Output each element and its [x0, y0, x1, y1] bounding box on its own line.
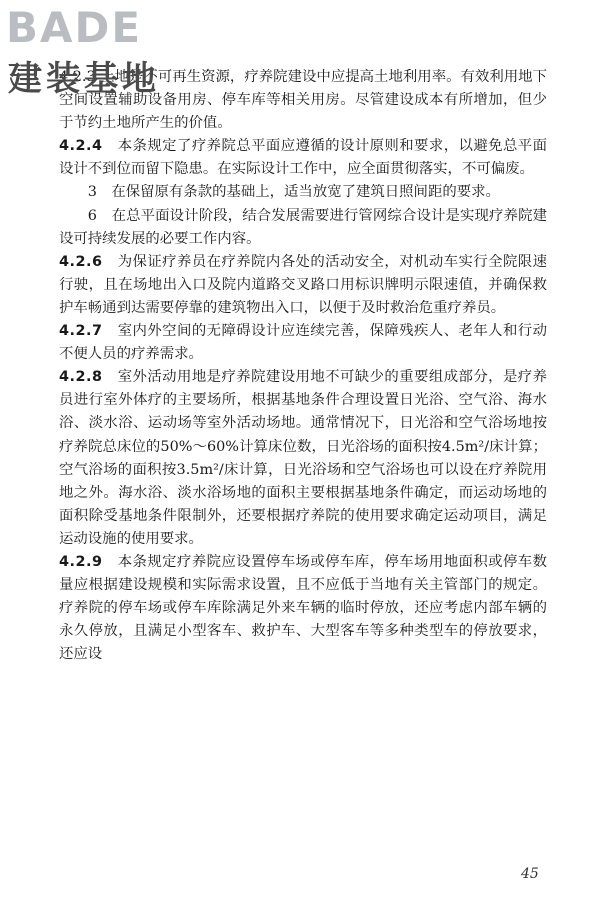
- paragraph-text: 室内外空间的无障碍设计应连续完善，保障残疾人、老年人和行动不便人员的疗养需求。: [59, 323, 547, 363]
- paragraph-text: 为保证疗养员在疗养院内各处的活动安全，对机动车实行全院限速行驶，且在场地出入口及院内道路交叉路口用标识牌明示限速值，并确保救护车畅通到达需要停靠的建筑物出入口，以便于及时救治危重疗养员。: [59, 253, 547, 316]
- document-body: [59, 66, 547, 666]
- paragraph-4-2-7: [59, 320, 547, 366]
- paragraph-text: 6 在总平面设计阶段，结合发展需要进行管网综合设计是实现疗养院建设可持续发展的必要工作内容。: [59, 207, 547, 247]
- paragraph-text: 室外活动用地是疗养院建设用地不可缺少的重要组成部分，是疗养员进行室外体疗的主要场所，根据基地条件合理设置日光浴、空气浴、海水浴、淡水浴、运动场等室外活动场地。通常情况下，日光浴和空气浴场地按疗养院总床位的50%～60%计算床位数，日光浴场的面积按4.5m²/床计算；空气浴场的面积按3.5m²/床计算，日光浴场和空气浴场也可以设在疗养院用地之外。海水浴、淡水浴场地的面积主要根据基地条件确定，而运动场地的面积除受基地条件限制外，还要根据疗养院的使用要求确定运动项目，满足运动设施的使用要求。: [59, 369, 547, 547]
- paragraph-4-2-9: [59, 551, 547, 666]
- clause-number: 4.2.8: [59, 369, 103, 386]
- paragraph-text: 4.2.3 土地是不可再生资源，疗养院建设中应提高土地利用率。有效利用地下空间设置辅助设备用房、停车库等相关用房。尽管建设成本有所增加，但少于节约土地所产生的价值。: [59, 69, 547, 132]
- paragraph-4-2-6: [59, 251, 547, 320]
- paragraph-4-2-8: [59, 366, 547, 551]
- paragraph-item-6: [59, 205, 547, 251]
- paragraph-item-3: [59, 181, 547, 204]
- paragraph-4-2-3: [59, 66, 547, 135]
- clause-number: 4.2.7: [59, 323, 103, 340]
- paragraph-text: 本条规定疗养院应设置停车场或停车库，停车场用地面积或停车数量应根据建设规模和实际需求设置，且不应低于当地有关主管部门的规定。疗养院的停车场或停车库除满足外来车辆的临时停放，还应考虑内部车辆的永久停放，且满足小型客车、救护车、大型客车等多种类型车的停放要求，还应设: [59, 553, 547, 663]
- clause-number: 4.2.6: [59, 253, 103, 270]
- svg-text:建装基地: 建装基地: [8, 59, 160, 98]
- paragraph-4-2-4: [59, 135, 547, 181]
- paragraph-text: 3 在保留原有条款的基础上，适当放宽了建筑日照间距的要求。: [87, 184, 500, 201]
- svg-text:BADE: BADE: [6, 3, 143, 52]
- clause-number: 4.2.9: [59, 553, 103, 570]
- clause-number: 4.2.4: [59, 138, 103, 155]
- page-number: 45: [521, 866, 539, 882]
- paragraph-text: 本条规定了疗养院总平面应遵循的设计原则和要求，以避免总平面设计不到位而留下隐患。在实际设计工作中，应全面贯彻落实，不可偏废。: [59, 138, 547, 178]
